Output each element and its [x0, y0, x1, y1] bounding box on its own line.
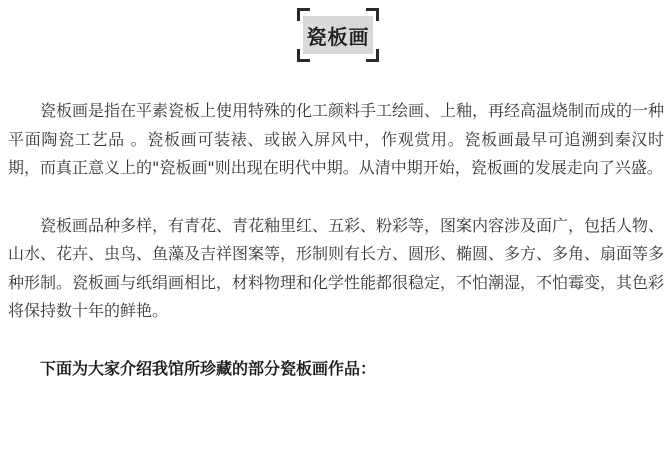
collection-intro: 下面为大家介绍我馆所珍藏的部分瓷板画作品： [40, 358, 377, 378]
section-title-frame [297, 8, 379, 62]
paragraph-varieties: 瓷板画品种多样，有青花、青花釉里红、五彩、粉彩等，图案内容涉及面广，包括人物、山水、花卉、虫鸟、鱼藻及吉祥图案等，形制则有长方、圆形、椭圆、多方、多角、扇面等多种形制。瓷板画与纸绢画相比，材料物理和化学性能都很稳定，不怕潮湿，不怕霉变，其色彩将保持数十年的鲜艳。 [8, 215, 665, 320]
article-body [8, 97, 664, 383]
page-title: 瓷板画 [306, 24, 370, 49]
paragraph-history: 瓷板画是指在平素瓷板上使用特殊的化工颜料手工绘画、上釉，再经高温烧制而成的一种平面陶瓷工艺品 。瓷板画可装裱、或嵌入屏风中，作观赏用。瓷板画最早可追溯到秦汉时期，而真正意义上的"瓷板画"则出现在明代中期。从清中期开始，瓷板画的发展走向了兴盛。 [8, 101, 665, 177]
title-badge [303, 16, 373, 54]
